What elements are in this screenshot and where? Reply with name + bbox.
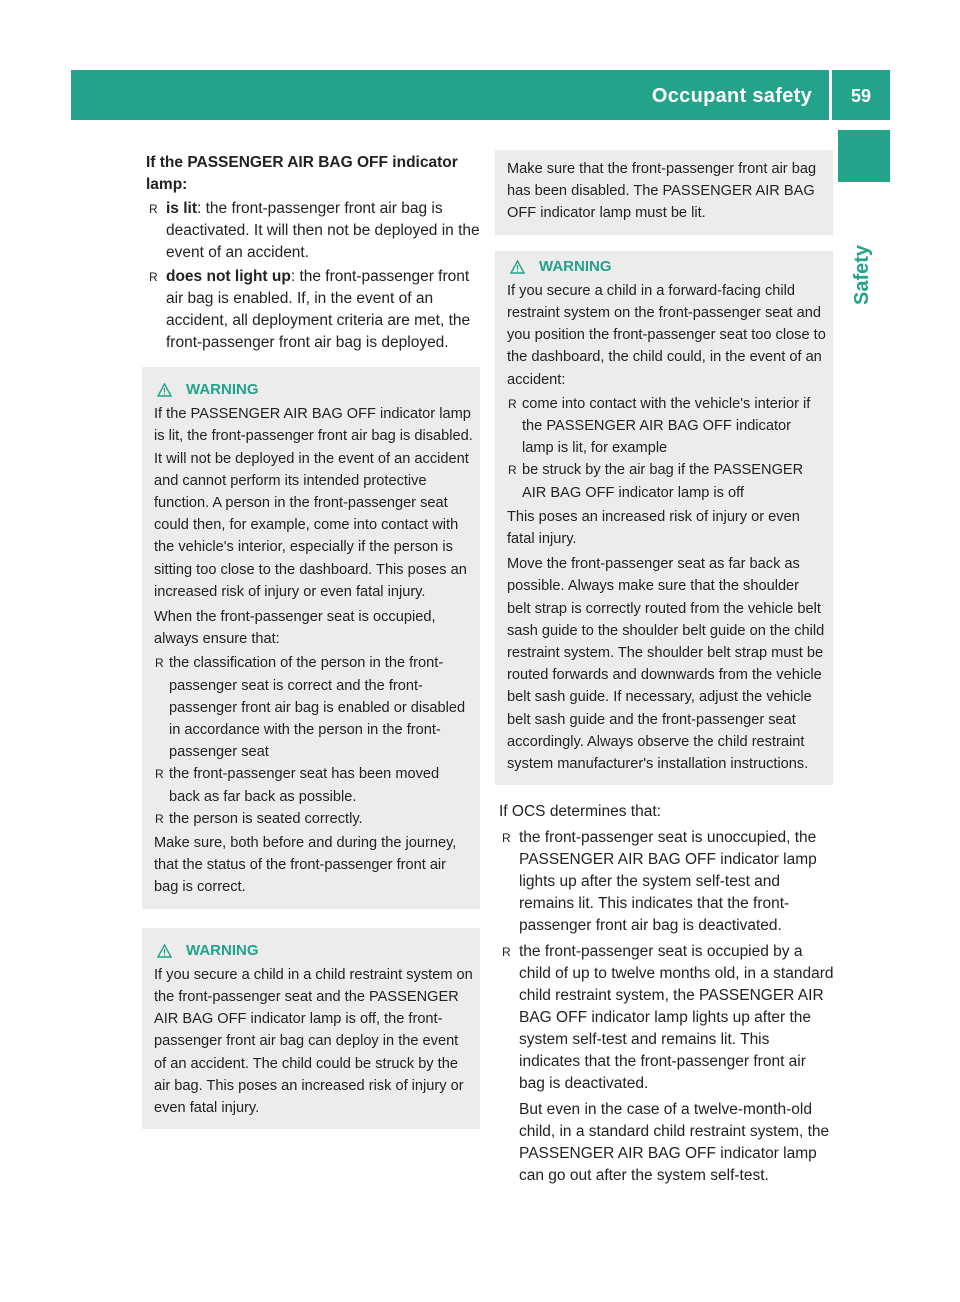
list-item <box>499 941 834 1187</box>
page-number: 59 <box>850 86 872 106</box>
bullet-r-icon: R <box>502 945 511 960</box>
list-item-text: be struck by the air bag if the PASSENGER AIR BAG OFF indicator lamp is off <box>522 462 804 501</box>
warning-header <box>154 379 473 401</box>
warning-label: WARNING <box>186 941 259 959</box>
list-item <box>146 266 480 354</box>
item-text: : the front-passenger front air bag is enabled. If, in the event of an accident, all deployment criteria are met, the front-passenger front air bag is deployed. <box>166 268 471 351</box>
side-tab-label: Safety <box>851 244 873 305</box>
page-header <box>71 70 890 120</box>
note-text: Make sure that the front-passenger front air bag has been disabled. The PASSENGER AIR BAG OFF indicator lamp must be lit. <box>507 161 817 222</box>
list-item <box>507 393 826 460</box>
bullet-r-icon: R <box>155 767 164 782</box>
list-item <box>146 198 480 264</box>
warning-box <box>142 367 480 909</box>
list-item <box>507 459 826 503</box>
bullet-r-icon: R <box>149 202 158 216</box>
warning-text: Make sure, both before and during the journey, that the status of the front-passenger front air bag is correct. <box>154 835 457 896</box>
bullet-r-icon: R <box>155 656 164 671</box>
ocs-intro: If OCS determines that: <box>499 803 661 821</box>
bullet-r-icon: R <box>508 396 517 411</box>
list-item-text: the front-passenger seat is occupied by a child of up to twelve months old, in a standard child restraint system, the PASSENGER AIR BAG OFF indicator lamp lights up after the system self-test and remains lit. This indicates that the front-passenger front air bag is deactivated. <box>519 943 834 1093</box>
item-term: does not light up <box>166 268 291 285</box>
warning-label: WARNING <box>186 381 259 398</box>
warning-list <box>154 652 473 830</box>
warning-header <box>154 940 473 962</box>
list-item-text: the person is seated correctly. <box>169 810 363 827</box>
list-item-text: come into contact with the vehicle's interior if the PASSENGER AIR BAG OFF indicator lamp is lit, for example <box>522 395 811 457</box>
side-tab <box>838 130 890 182</box>
bullet-r-icon: R <box>155 811 164 826</box>
right-column <box>499 150 834 1187</box>
warning-list <box>507 393 826 504</box>
warning-text: When the front-passenger seat is occupied, always ensure that: <box>154 609 436 648</box>
section-title: Occupant safety <box>651 85 812 107</box>
warning-header <box>507 256 826 278</box>
list-item-text: the front-passenger seat has been moved back as far back as possible. <box>169 766 440 805</box>
bullet-r-icon: R <box>149 270 158 284</box>
warning-triangle-icon <box>157 944 172 958</box>
warning-box <box>495 251 833 786</box>
item-text: : the front-passenger front air bag is deactivated. It will then not be deployed in the event of an accident. <box>166 200 480 261</box>
warning-box <box>142 928 480 1130</box>
note-box <box>495 150 833 235</box>
bullet-r-icon: R <box>508 463 517 478</box>
indicator-list <box>146 198 480 354</box>
list-item-text: the classification of the person in the front-passenger seat is correct and the front-passenger front air bag is enabled or disabled in accordance with the person in the front-passenger seat <box>169 655 466 761</box>
warning-triangle-icon <box>157 383 172 397</box>
list-item <box>154 808 473 830</box>
bullet-r-icon: R <box>502 831 511 846</box>
warning-text: If the PASSENGER AIR BAG OFF indicator lamp is lit, the front-passenger front air bag is disabled. It will not be deployed in the event of an accident and cannot perform its intended protective function. A person in the front-passenger seat could then, for example, come into contact with the vehicle's interior, especially if the person is sitting too close to the dashboard. This poses an increased risk of injury or even fatal injury. <box>154 406 473 600</box>
list-item <box>154 763 473 807</box>
warning-text: This poses an increased risk of injury or even fatal injury. <box>507 508 800 548</box>
warning-label: WARNING <box>539 257 612 275</box>
ocs-list <box>499 827 834 1187</box>
warning-text: Move the front-passenger seat as far back as possible. Always make sure that the shoulder belt strap is correctly routed from the vehicle belt sash guide to the shoulder belt guide on the child restraint system. The shoulder belt strap must be routed forwards and downwards from the vehicle belt sash guide. If necessary, adjust the vehicle belt sash guide and the front-passenger seat accordingly. Always observe the child restraint system manufacturer's installation instructions. <box>507 556 825 773</box>
list-item-text: the front-passenger seat is unoccupied, the PASSENGER AIR BAG OFF indicator lamp lights up after the system self-test and remains lit. This indicates that the front-passenger front air bag is deactivated. <box>519 829 817 935</box>
list-item <box>154 652 473 763</box>
indicator-heading: If the PASSENGER AIR BAG OFF indicator lamp: <box>146 154 458 193</box>
list-item <box>499 827 834 937</box>
warning-text: If you secure a child in a forward-facing child restraint system on the front-passenger seat and you position the front-passenger seat too close to the dashboard, the child could, in the event of an accident: <box>507 282 826 388</box>
item-term: is lit <box>166 200 198 217</box>
warning-text: If you secure a child in a child restraint system on the front-passenger seat and the PASSENGER AIR BAG OFF indicator lamp is off, the front-passenger front air bag can deploy in the event of an accident. The child could be struck by the air bag. This poses an increased risk of injury or even fatal injury. <box>154 966 473 1117</box>
warning-triangle-icon <box>510 260 525 274</box>
left-column <box>146 152 480 1129</box>
ocs-followup: But even in the case of a twelve-month-old child, in a standard child restraint system, the PASSENGER AIR BAG OFF indicator lamp can go out after the system self-test. <box>519 1101 830 1185</box>
